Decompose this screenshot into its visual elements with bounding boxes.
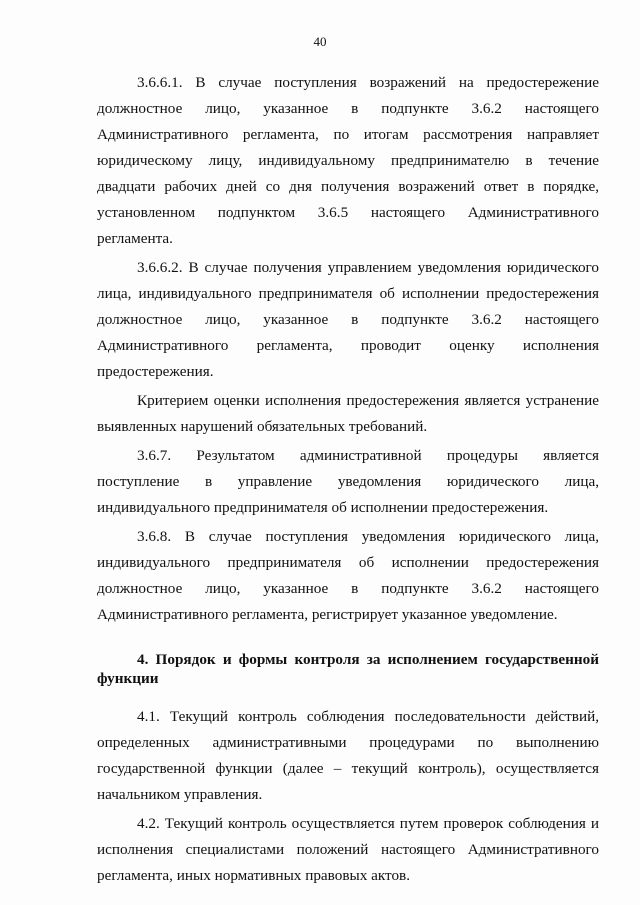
- section-heading: 4. Порядок и формы контроля за исполнением государственной функции: [97, 651, 599, 687]
- paragraph-4-2: 4.2. Текущий контроль осуществляется путем проверок соблюдения и исполнения специалистами положений настоящего Административного регламента, иных нормативных правовых актов.: [97, 815, 599, 884]
- page-number: 40: [313, 34, 327, 49]
- document-body: [97, 70, 599, 892]
- paragraph-4-1: 4.1. Текущий контроль соблюдения последовательности действий, определенных административными процедурами по выполнению государственной функции (далее – текущий контроль), осуществляется начальником управления.: [97, 708, 599, 803]
- paragraph-criterion: Критерием оценки исполнения предостережения является устранение выявленных нарушений обязательных требований.: [97, 392, 599, 435]
- paragraph-3-6-7: 3.6.7. Результатом административной процедуры является поступление в управление уведомления юридического лица, индивидуального предпринимателя об исполнении предостережения.: [97, 447, 599, 516]
- paragraph-3-6-8: 3.6.8. В случае поступления уведомления юридического лица, индивидуального предпринимателя об исполнении предостережения должностное лицо, указанное в подпункте 3.6.2 настоящего Административного регламента, регистрирует указанное уведомление.: [97, 528, 599, 623]
- paragraph-3-6-6-1: 3.6.6.1. В случае поступления возражений на предостережение должностное лицо, указанное в подпункте 3.6.2 настоящего Административного регламента, по итогам рассмотрения направляет юридическому лицу, индивидуальному предпринимателю в течение двадцати рабочих дней со дня получения возражений ответ в порядке, установленном подпунктом 3.6.5 настоящего Административного регламента.: [97, 74, 599, 247]
- paragraph-3-6-6-2: 3.6.6.2. В случае получения управлением уведомления юридического лица, индивидуального предпринимателя об исполнении предостережения должностное лицо, указанное в подпункте 3.6.2 настоящего Административного регламента, проводит оценку исполнения предостережения.: [97, 259, 599, 380]
